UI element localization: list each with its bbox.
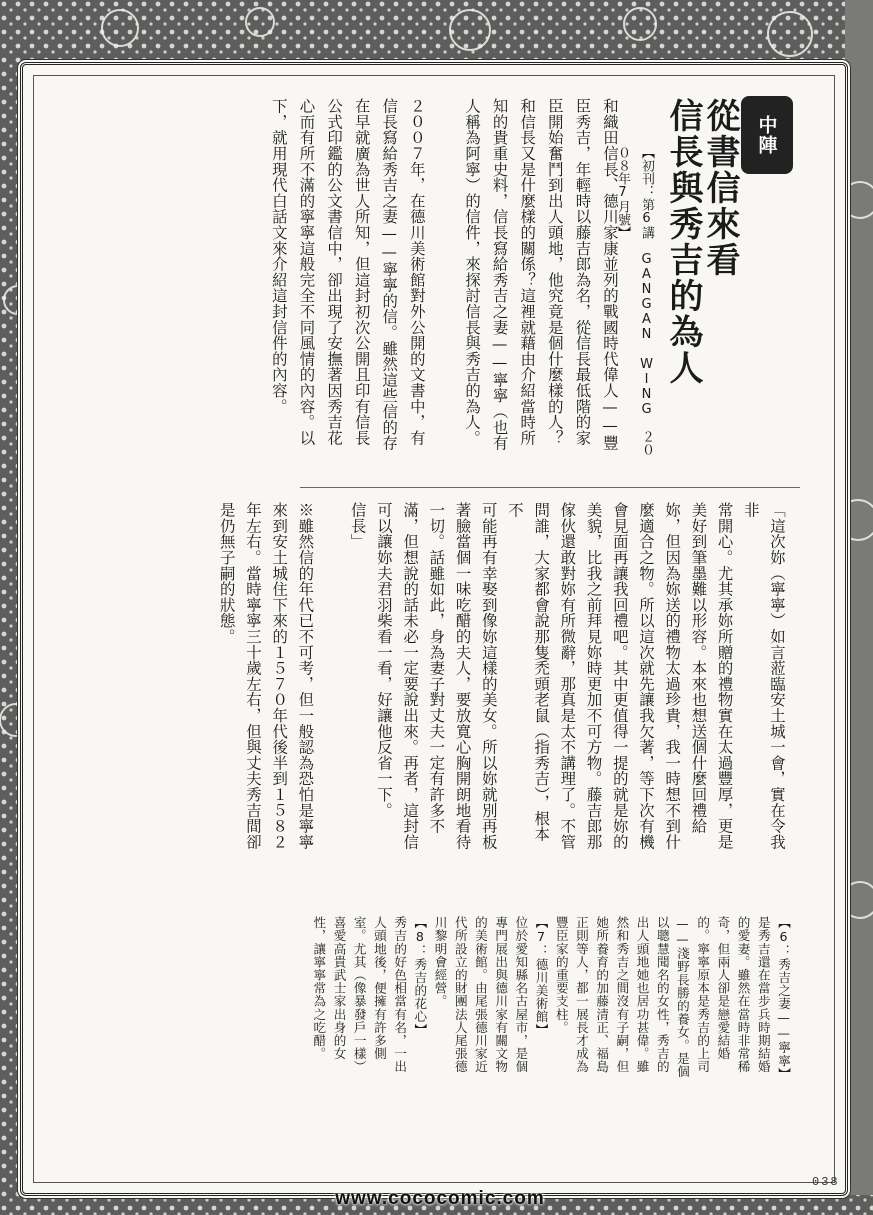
footer-watermark-url: www.cococomic.com [335, 1188, 545, 1209]
section-tag [741, 96, 793, 174]
letter-translation: 「這次妳（寧寧）如言蒞臨安土城一會，實在令我非 常開心。尤其承妳所贈的禮物實在太過豐厚，更是 美好到筆墨難以形容。本來也想送個什麼回禮給 妳，但因為妳送的禮物太過珍貴，我一時想不到什 麼適合之物。所以這次就先讓我欠著，等下次有機 會見面再讓我回禮吧。其中更值得一提的就是妳的 美貌，比我之前拜見妳時更加不可方物。藤吉郎那 傢伙還敢對妳有所微辭，那真是太不講理了。不管 問誰，大家都會說那隻禿頭老鼠（指秀吉），根本不 可能再有幸娶到像妳這樣的美女。所以妳就別再板 著臉當個一味吃醋的夫人，要放寬心胸開朗地看待 一切。話雖如此，身為妻子對丈夫一定有許多不 滿，但想說的話未必一定要說出來。再者，這封信 可以讓妳夫君羽柴看一看，好讓他反省一下。 信長」 ※雖然信的年代已不可考，但一般認為恐怕是寧寧 來到安土城住下來的１５７０年代後半到１５８２ 年左右。當時寧寧三十歲左右，但與丈夫秀吉間卻 是仍無子嗣的狀態。 [217, 502, 786, 850]
intro-paragraphs: 和織田信長、德川家康並列的戰國時代偉人——豐 臣秀吉，年輕時以藤吉郎為名，從信長最低階的家 臣開始奮鬥到出人頭地，他究竟是個什麼樣的人？ 和信長又是什麼樣的關係？這裡就藉由介紹當時所 知的貴重史料，信長寫給秀吉之妻——寧寧（也有 人稱為阿寧）的信件，來探討信長與秀吉的為人。 ２００７年，在德川美術館對外公開的文書中，有 信長寫給秀吉之妻——寧寧的信。雖然這些信的存 在早就廣為世人所知，但這封初次公開且印有信長 公式印鑑的公文書信中，卻出現了安撫著因秀吉花 心而有所不滿的寧寧這般完全不同風情的內容。以 下，就用現代白話文來介紹這封信件的內容。 [269, 98, 619, 451]
publication-source: 【初刊：第6講 GANGAN WING ２００８年7月號】 [615, 146, 654, 456]
article-title: 從書信來看 信長與秀吉的為人 [663, 98, 740, 386]
page-number: 038 [812, 1175, 840, 1189]
footnotes: 【6：秀吉之妻——寧寧】 是秀吉還在當步兵時期結婚 的愛妻。雖然在當時非常稀 奇，但兩人卻是戀愛結婚 的。寧寧原本是秀吉的上司 ——淺野長勝的養女。是個 以聰慧聞名的女性，秀吉的 出人頭地她也居功甚偉。雖 然和秀吉之間沒有子嗣，但 她所養育的加藤清正、福島 正則等人，都一展長才成為 豐臣家的重要支柱。 【7：德川美術館】 位於愛知縣名古屋市，是個 專門展出與德川家有關文物 的美術館。由尾張德川家近 代所設立的財團法人尾張德 川黎明會經營。 【8：秀吉的花心】 秀吉的好色相當有名，一出 人頭地後，便擁有許多側 室。尤其（像暴發戶一樣） 喜愛高貴武士家出身的女 性，讓寧寧常為之吃醋。 [311, 916, 791, 1081]
section-tag-label: 中陣 [755, 115, 778, 155]
section-divider [300, 487, 800, 488]
